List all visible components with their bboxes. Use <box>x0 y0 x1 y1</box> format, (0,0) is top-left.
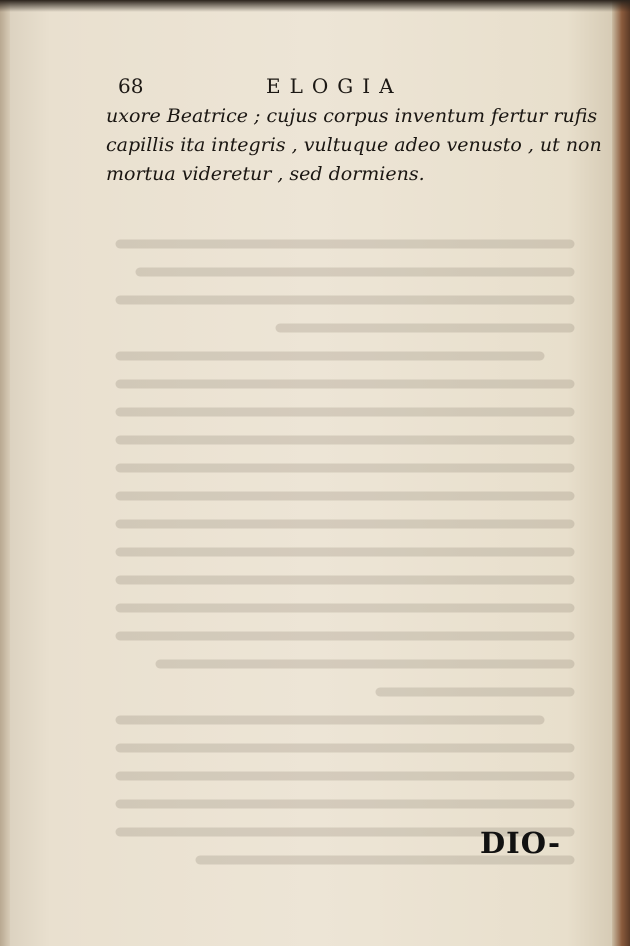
text-line: capillis ita integris , vultuque adeo venusto , ut non <box>106 134 602 156</box>
text-line: mortua videretur , sed dormiens. <box>106 163 425 185</box>
top-shadow <box>0 0 630 12</box>
show-through-lines <box>110 174 580 894</box>
text-line: uxore Beatrice ; cujus corpus inventum fertur rufis <box>106 105 598 127</box>
page-header <box>118 74 588 102</box>
running-head: ELOGIA <box>266 74 403 98</box>
show-through-texture <box>110 120 580 840</box>
page-number: 68 <box>118 74 144 98</box>
page-left-edge <box>0 0 10 946</box>
book-spine-edge <box>612 0 630 946</box>
body-text <box>106 102 602 189</box>
catchword: DIO- <box>480 826 562 860</box>
